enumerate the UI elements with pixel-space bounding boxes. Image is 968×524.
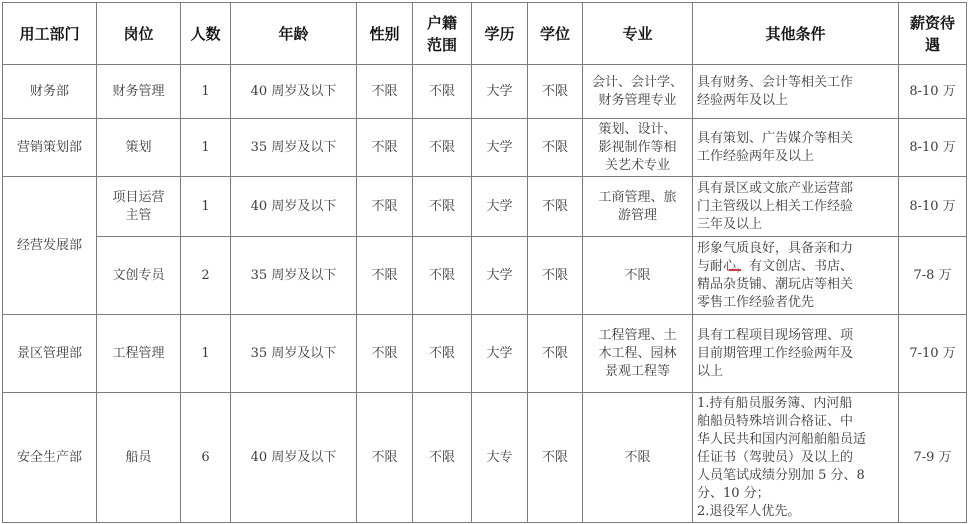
cell-hukou: 不限: [413, 237, 472, 315]
cell-other: 具有财务、会计等相关工作 经验两年及以上: [693, 65, 899, 119]
cell-dept: 景区管理部: [3, 315, 97, 393]
cell-dept: 安全生产部: [3, 393, 97, 523]
cell-degree: 不限: [528, 119, 583, 177]
cell-age: 35 周岁及以下: [231, 315, 357, 393]
cell-other: 1.持有船员服务簿、内河船 舶船员特殊培训合格证、中 华人民共和国内河船舶船员适 任证书（驾驶员）及以上的 人员笔试成绩分别加 5 分、8 分、10 分； 2.退役军人优先。: [693, 393, 899, 523]
header-dept: 用工部门: [3, 3, 97, 65]
cell-degree: 不限: [528, 315, 583, 393]
header-degree: 学位: [528, 3, 583, 65]
cell-dept: 经营发展部: [3, 177, 97, 315]
cell-hukou: 不限: [413, 65, 472, 119]
cell-age: 40 周岁及以下: [231, 177, 357, 237]
cell-hukou: 不限: [413, 393, 472, 523]
recruitment-table: [2, 2, 967, 523]
header-hukou: 户籍 范围: [413, 3, 472, 65]
cell-gender: 不限: [357, 315, 413, 393]
table-row: [3, 315, 967, 393]
cell-degree: 不限: [528, 65, 583, 119]
cell-salary: 7-8 万: [899, 237, 967, 315]
header-edu: 学历: [472, 3, 528, 65]
cell-hukou: 不限: [413, 315, 472, 393]
cell-edu: 大学: [472, 237, 528, 315]
cell-age: 35 周岁及以下: [231, 237, 357, 315]
table-row: [3, 65, 967, 119]
cell-major: 会计、会计学、 财务管理专业: [583, 65, 693, 119]
cell-count: 1: [181, 177, 231, 237]
cell-gender: 不限: [357, 65, 413, 119]
cell-edu: 大学: [472, 65, 528, 119]
cell-gender: 不限: [357, 119, 413, 177]
cell-edu: 大学: [472, 119, 528, 177]
header-other: 其他条件: [693, 3, 899, 65]
cell-age: 40 周岁及以下: [231, 65, 357, 119]
cell-other: 形象气质良好，具备亲和力 与耐心，有文创店、书店、 精品杂货铺、潮玩店等相关 零售工作经验者优先: [693, 237, 899, 315]
cell-age: 35 周岁及以下: [231, 119, 357, 177]
cell-post: 财务管理: [97, 65, 181, 119]
cell-other: 具有工程项目现场管理、项 目前期管理工作经验两年及 以上: [693, 315, 899, 393]
cell-salary: 8-10 万: [899, 177, 967, 237]
cell-count: 1: [181, 119, 231, 177]
header-salary: 薪资待遇: [899, 3, 967, 65]
cell-salary: 8-10 万: [899, 119, 967, 177]
cell-salary: 7-10 万: [899, 315, 967, 393]
cell-post: 船员: [97, 393, 181, 523]
cell-edu: 大专: [472, 393, 528, 523]
header-gender: 性别: [357, 3, 413, 65]
header-age: 年龄: [231, 3, 357, 65]
header-count: 人数: [181, 3, 231, 65]
cell-major: 工商管理、旅 游管理: [583, 177, 693, 237]
cell-edu: 大学: [472, 177, 528, 237]
cell-major: 不限: [583, 393, 693, 523]
cell-hukou: 不限: [413, 119, 472, 177]
table-row: [3, 393, 967, 523]
cell-dept: 营销策划部: [3, 119, 97, 177]
cell-hukou: 不限: [413, 177, 472, 237]
cell-salary: 7-9 万: [899, 393, 967, 523]
cell-gender: 不限: [357, 237, 413, 315]
table-row: [3, 237, 967, 315]
cell-degree: 不限: [528, 177, 583, 237]
header-major: 专业: [583, 3, 693, 65]
cell-gender: 不限: [357, 177, 413, 237]
cell-major: 不限: [583, 237, 693, 315]
cell-post: 文创专员: [97, 237, 181, 315]
cell-count: 6: [181, 393, 231, 523]
table-row: [3, 177, 967, 237]
cell-age: 40 周岁及以下: [231, 393, 357, 523]
cell-degree: 不限: [528, 393, 583, 523]
cell-count: 2: [181, 237, 231, 315]
cell-post: 策划: [97, 119, 181, 177]
cell-major: 策划、设计、 影视制作等相 关艺术专业: [583, 119, 693, 177]
cell-degree: 不限: [528, 237, 583, 315]
cell-major: 工程管理、土 木工程、园林 景观工程等: [583, 315, 693, 393]
cell-gender: 不限: [357, 393, 413, 523]
cell-edu: 大学: [472, 315, 528, 393]
cell-count: 1: [181, 65, 231, 119]
cell-dept: 财务部: [3, 65, 97, 119]
cell-salary: 8-10 万: [899, 65, 967, 119]
cell-other: 具有景区或文旅产业运营部 门主管级以上相关工作经验 三年及以上: [693, 177, 899, 237]
cell-count: 1: [181, 315, 231, 393]
spellcheck-underline: [729, 269, 741, 271]
cell-other: 具有策划、广告媒介等相关 工作经验两年及以上: [693, 119, 899, 177]
header-post: 岗位: [97, 3, 181, 65]
cell-post: 工程管理: [97, 315, 181, 393]
table-row: [3, 119, 967, 177]
cell-post: 项目运营 主管: [97, 177, 181, 237]
table-header-row: [3, 3, 967, 65]
